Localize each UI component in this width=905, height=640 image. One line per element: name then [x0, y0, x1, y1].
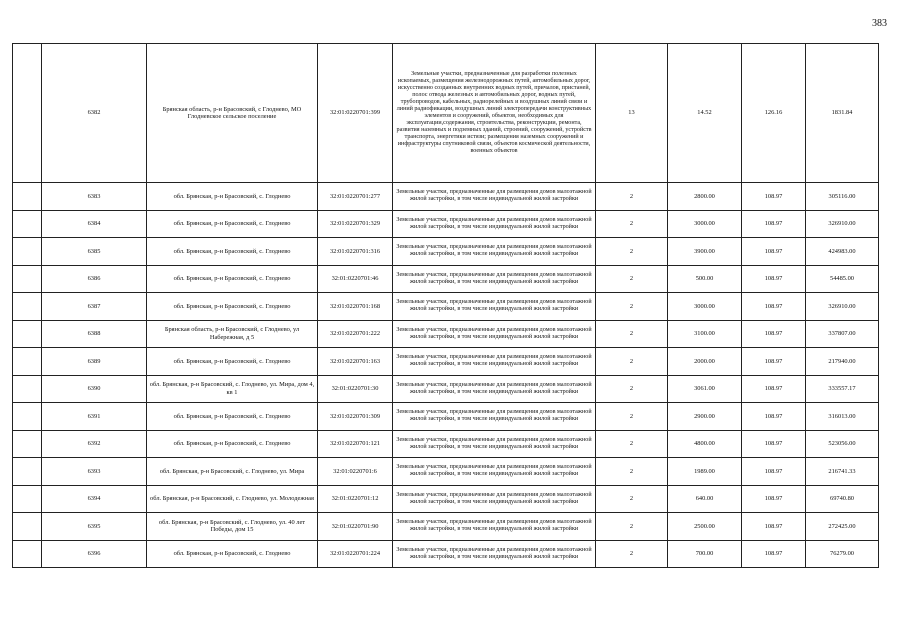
land-use-cell: Земельные участки, предназначенные для размещения домов малоэтажной жилой застройки, в том числе индивидуальной жилой застройки — [393, 485, 596, 513]
blank-cell — [13, 375, 42, 403]
cadastral-value-cell: 69740.80 — [806, 485, 879, 513]
group-number-cell: 2 — [596, 238, 668, 266]
cadastral-number-cell: 32:01:0220701:329 — [318, 210, 393, 238]
address-cell: обл. Брянская, р-н Брасовский, с. Глоднево — [147, 348, 318, 376]
blank-cell — [13, 183, 42, 211]
land-use-cell: Земельные участки, предназначенные для размещения домов малоэтажной жилой застройки, в том числе индивидуальной жилой застройки — [393, 183, 596, 211]
cadastral-number-cell: 32:01:0220701:121 — [318, 430, 393, 458]
land-use-cell: Земельные участки, предназначенные для размещения домов малоэтажной жилой застройки, в том числе индивидуальной жилой застройки — [393, 265, 596, 293]
specific-value-cell: 108.97 — [742, 430, 806, 458]
address-cell: обл. Брянская, р-н Брасовский, с. Глоднево — [147, 210, 318, 238]
area-cell: 3100.00 — [668, 320, 742, 348]
area-cell: 3000.00 — [668, 293, 742, 321]
address-cell: обл. Брянская, р-н Брасовский, с. Глоднево, ул. Мира, дом 4, кв 1 — [147, 375, 318, 403]
row-number-cell: 6384 — [42, 210, 147, 238]
area-cell: 640.00 — [668, 485, 742, 513]
blank-cell — [13, 44, 42, 183]
table-row — [13, 458, 879, 486]
table-row — [13, 210, 879, 238]
area-cell: 700.00 — [668, 540, 742, 568]
blank-cell — [13, 430, 42, 458]
table-row — [13, 265, 879, 293]
address-cell: обл. Брянская, р-н Брасовский, с. Глоднево — [147, 430, 318, 458]
cadastral-number-cell: 32:01:0220701:277 — [318, 183, 393, 211]
cadastral-value-cell: 326910.00 — [806, 210, 879, 238]
land-use-cell: Земельные участки, предназначенные для размещения домов малоэтажной жилой застройки, в том числе индивидуальной жилой застройки — [393, 458, 596, 486]
table-row — [13, 320, 879, 348]
address-cell: обл. Брянская, р-н Брасовский, с. Глоднево — [147, 183, 318, 211]
area-cell: 2500.00 — [668, 513, 742, 541]
blank-cell — [13, 513, 42, 541]
specific-value-cell: 126.16 — [742, 44, 806, 183]
land-use-cell: Земельные участки, предназначенные для размещения домов малоэтажной жилой застройки, в том числе индивидуальной жилой застройки — [393, 238, 596, 266]
row-number-cell: 6393 — [42, 458, 147, 486]
cadastral-value-cell: 217940.00 — [806, 348, 879, 376]
area-cell: 500.00 — [668, 265, 742, 293]
specific-value-cell: 108.97 — [742, 458, 806, 486]
specific-value-cell: 108.97 — [742, 293, 806, 321]
group-number-cell: 2 — [596, 375, 668, 403]
row-number-cell: 6392 — [42, 430, 147, 458]
table-row — [13, 44, 879, 183]
group-number-cell: 2 — [596, 458, 668, 486]
table-row — [13, 375, 879, 403]
address-cell: Брянская область, р-н Брасовский, с Глоднево, МО Глодневское сельское поселение — [147, 44, 318, 183]
table-row — [13, 430, 879, 458]
address-cell: Брянская область, р-н Брасовский, с Глоднево, ул Набережная, д 5 — [147, 320, 318, 348]
blank-cell — [13, 293, 42, 321]
table-row — [13, 348, 879, 376]
specific-value-cell: 108.97 — [742, 320, 806, 348]
cadastral-value-cell: 326910.00 — [806, 293, 879, 321]
group-number-cell: 2 — [596, 320, 668, 348]
area-cell: 3000.00 — [668, 210, 742, 238]
cadastral-number-cell: 32:01:0220701:222 — [318, 320, 393, 348]
blank-cell — [13, 238, 42, 266]
row-number-cell: 6396 — [42, 540, 147, 568]
row-number-cell: 6391 — [42, 403, 147, 431]
specific-value-cell: 108.97 — [742, 238, 806, 266]
row-number-cell: 6394 — [42, 485, 147, 513]
group-number-cell: 2 — [596, 210, 668, 238]
land-use-cell: Земельные участки, предназначенные для размещения домов малоэтажной жилой застройки, в том числе индивидуальной жилой застройки — [393, 293, 596, 321]
blank-cell — [13, 210, 42, 238]
cadastral-value-cell: 1831.84 — [806, 44, 879, 183]
cadastral-number-cell: 32:01:0220701:316 — [318, 238, 393, 266]
row-number-cell: 6382 — [42, 44, 147, 183]
group-number-cell: 2 — [596, 430, 668, 458]
address-cell: обл. Брянская, р-н Брасовский, с. Глоднево, ул. 40 лет Победы, дом 15 — [147, 513, 318, 541]
cadastral-number-cell: 32:01:0220701:6 — [318, 458, 393, 486]
specific-value-cell: 108.97 — [742, 485, 806, 513]
cadastral-value-cell: 76279.00 — [806, 540, 879, 568]
group-number-cell: 2 — [596, 403, 668, 431]
group-number-cell: 2 — [596, 348, 668, 376]
blank-cell — [13, 458, 42, 486]
area-cell: 2000.00 — [668, 348, 742, 376]
land-use-cell: Земельные участки, предназначенные для размещения домов малоэтажной жилой застройки, в том числе индивидуальной жилой застройки — [393, 348, 596, 376]
specific-value-cell: 108.97 — [742, 348, 806, 376]
table-row — [13, 293, 879, 321]
area-cell: 14.52 — [668, 44, 742, 183]
address-cell: обл. Брянская, р-н Брасовский, с. Глоднево — [147, 403, 318, 431]
row-number-cell: 6395 — [42, 513, 147, 541]
blank-cell — [13, 403, 42, 431]
area-cell: 4800.00 — [668, 430, 742, 458]
cadastral-value-cell: 424983.00 — [806, 238, 879, 266]
blank-cell — [13, 320, 42, 348]
address-cell: обл. Брянская, р-н Брасовский, с. Глоднево, ул. Молодежная — [147, 485, 318, 513]
specific-value-cell: 108.97 — [742, 403, 806, 431]
table-row — [13, 403, 879, 431]
group-number-cell: 2 — [596, 485, 668, 513]
land-use-cell: Земельные участки, предназначенные для размещения домов малоэтажной жилой застройки, в том числе индивидуальной жилой застройки — [393, 375, 596, 403]
cadastral-value-cell: 54485.00 — [806, 265, 879, 293]
address-cell: обл. Брянская, р-н Брасовский, с. Глоднево — [147, 293, 318, 321]
land-use-cell: Земельные участки, предназначенные для разработки полезных ископаемых, размещения железнодорожных путей, автомобильных дорог, искусственно созданных внутренних водных путей, причалов, пристаней, полос отвода железных и автомобильных дорог, водных путей, трубопроводов, кабельных, радиорелейных и воздушных линий связи и линий радиофикации, воздушных линий электропередачи конструктивных элементов и сооружений, объектов, необходимых для эксплуатации,содержания, строительства, реконструкции, ремонта, развития наземных и подземных зданий, строений, сооружений, устройств транспорта, энергетики истязи; размещения наземных сооружений и инфраструктуры спутниковой связи, объектов космической деятельности, военных объектов — [393, 44, 596, 183]
cadastral-value-cell: 337807.00 — [806, 320, 879, 348]
row-number-cell: 6385 — [42, 238, 147, 266]
land-use-cell: Земельные участки, предназначенные для размещения домов малоэтажной жилой застройки, в том числе индивидуальной жилой застройки — [393, 320, 596, 348]
specific-value-cell: 108.97 — [742, 375, 806, 403]
cadastral-number-cell: 32:01:0220701:399 — [318, 44, 393, 183]
land-use-cell: Земельные участки, предназначенные для размещения домов малоэтажной жилой застройки, в том числе индивидуальной жилой застройки — [393, 430, 596, 458]
blank-cell — [13, 348, 42, 376]
specific-value-cell: 108.97 — [742, 540, 806, 568]
table-row — [13, 183, 879, 211]
specific-value-cell: 108.97 — [742, 183, 806, 211]
row-number-cell: 6389 — [42, 348, 147, 376]
land-use-cell: Земельные участки, предназначенные для размещения домов малоэтажной жилой застройки, в том числе индивидуальной жилой застройки — [393, 403, 596, 431]
page-number: 383 — [872, 18, 887, 29]
group-number-cell: 2 — [596, 540, 668, 568]
blank-cell — [13, 265, 42, 293]
table-row — [13, 513, 879, 541]
table-row — [13, 485, 879, 513]
cadastral-value-cell: 216741.33 — [806, 458, 879, 486]
cadastral-value-cell: 305116.00 — [806, 183, 879, 211]
cadastral-number-cell: 32:01:0220701:309 — [318, 403, 393, 431]
group-number-cell: 2 — [596, 183, 668, 211]
cadastral-number-cell: 32:01:0220701:46 — [318, 265, 393, 293]
address-cell: обл. Брянская, р-н Брасовский, с. Глоднево — [147, 540, 318, 568]
cadastral-number-cell: 32:01:0220701:30 — [318, 375, 393, 403]
blank-cell — [13, 540, 42, 568]
address-cell: обл. Брянская, р-н Брасовский, с. Глоднево — [147, 265, 318, 293]
land-use-cell: Земельные участки, предназначенные для размещения домов малоэтажной жилой застройки, в том числе индивидуальной жилой застройки — [393, 513, 596, 541]
cadastral-number-cell: 32:01:0220701:168 — [318, 293, 393, 321]
specific-value-cell: 108.97 — [742, 265, 806, 293]
cadastral-number-cell: 32:01:0220701:12 — [318, 485, 393, 513]
group-number-cell: 2 — [596, 513, 668, 541]
cadastral-value-cell: 272425.00 — [806, 513, 879, 541]
area-cell: 3061.00 — [668, 375, 742, 403]
table-row — [13, 238, 879, 266]
row-number-cell: 6383 — [42, 183, 147, 211]
row-number-cell: 6388 — [42, 320, 147, 348]
cadastral-value-cell: 523056.00 — [806, 430, 879, 458]
row-number-cell: 6386 — [42, 265, 147, 293]
land-cadastral-table — [12, 43, 879, 568]
blank-cell — [13, 485, 42, 513]
area-cell: 1989.00 — [668, 458, 742, 486]
group-number-cell: 13 — [596, 44, 668, 183]
cadastral-number-cell: 32:01:0220701:163 — [318, 348, 393, 376]
cadastral-number-cell: 32:01:0220701:224 — [318, 540, 393, 568]
land-use-cell: Земельные участки, предназначенные для размещения домов малоэтажной жилой застройки, в том числе индивидуальной жилой застройки — [393, 540, 596, 568]
area-cell: 2800.00 — [668, 183, 742, 211]
row-number-cell: 6390 — [42, 375, 147, 403]
land-use-cell: Земельные участки, предназначенные для размещения домов малоэтажной жилой застройки, в том числе индивидуальной жилой застройки — [393, 210, 596, 238]
area-cell: 3900.00 — [668, 238, 742, 266]
specific-value-cell: 108.97 — [742, 513, 806, 541]
address-cell: обл. Брянская, р-н Брасовский, с. Глоднево — [147, 238, 318, 266]
cadastral-value-cell: 316013.00 — [806, 403, 879, 431]
area-cell: 2900.00 — [668, 403, 742, 431]
cadastral-number-cell: 32:01:0220701:90 — [318, 513, 393, 541]
specific-value-cell: 108.97 — [742, 210, 806, 238]
address-cell: обл. Брянская, р-н Брасовский, с. Глоднево, ул. Мира — [147, 458, 318, 486]
group-number-cell: 2 — [596, 265, 668, 293]
cadastral-value-cell: 333557.17 — [806, 375, 879, 403]
table-row — [13, 540, 879, 568]
group-number-cell: 2 — [596, 293, 668, 321]
row-number-cell: 6387 — [42, 293, 147, 321]
